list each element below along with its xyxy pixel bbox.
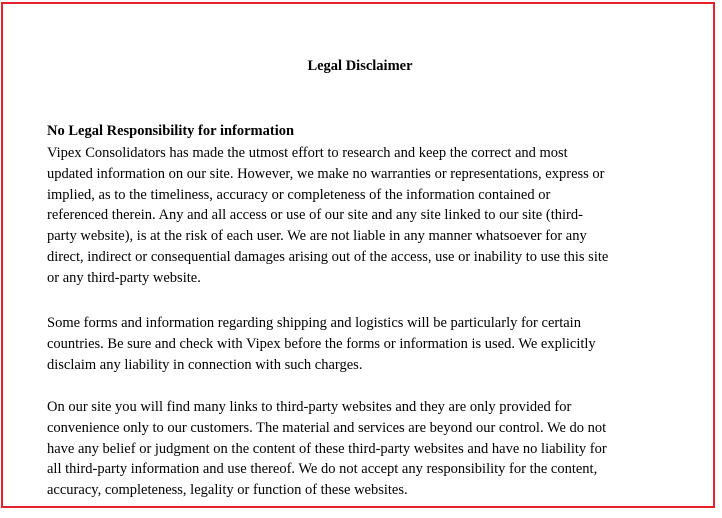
paragraph-line: disclaim any liability in connection with such charges. xyxy=(47,356,363,373)
paragraph-line: or any third-party website. xyxy=(47,269,201,286)
paragraph-line: implied, as to the timeliness, accuracy or completeness of the information contained or xyxy=(47,186,551,203)
paragraph-line: accuracy, completeness, legality or function of these websites. xyxy=(47,482,408,499)
paragraph-line: all third-party information and use thereof. We do not accept any responsibility for the content, xyxy=(47,461,598,478)
paragraph-line: have any belief or judgment on the content of these third-party websites and have no liability for xyxy=(47,440,607,457)
document-title: Legal Disclaimer xyxy=(307,58,413,74)
paragraph-line: countries. Be sure and check with Vipex before the forms or information is used. We explicitly xyxy=(47,335,596,352)
paragraph-line: referenced therein. Any and all access or use of our site and any site linked to our site (third- xyxy=(47,207,583,224)
paragraph-line: direct, indirect or consequential damages arising out of the access, use or inability to use this site xyxy=(47,248,609,265)
paragraph-line: On our site you will find many links to third-party websites and they are only provided for xyxy=(47,399,572,415)
paragraph-line: updated information on our site. However, we make no warranties or representations, express or xyxy=(47,165,605,182)
paragraph-shipping-forms xyxy=(47,313,596,375)
paragraph-line: Vipex Consolidators has made the utmost effort to research and keep the correct and most xyxy=(47,145,568,161)
paragraph-line: party website), is at the risk of each user. We are not liable in any manner whatsoever for any xyxy=(47,228,587,245)
paragraph-third-party-links xyxy=(47,397,607,501)
paragraph-line: convenience only to our customers. The material and services are beyond our control. We do not xyxy=(47,419,607,436)
paragraph-liability xyxy=(47,143,608,289)
section-heading: No Legal Responsibility for information xyxy=(47,123,295,139)
paragraph-line: Some forms and information regarding shipping and logistics will be particularly for certain xyxy=(47,315,581,331)
